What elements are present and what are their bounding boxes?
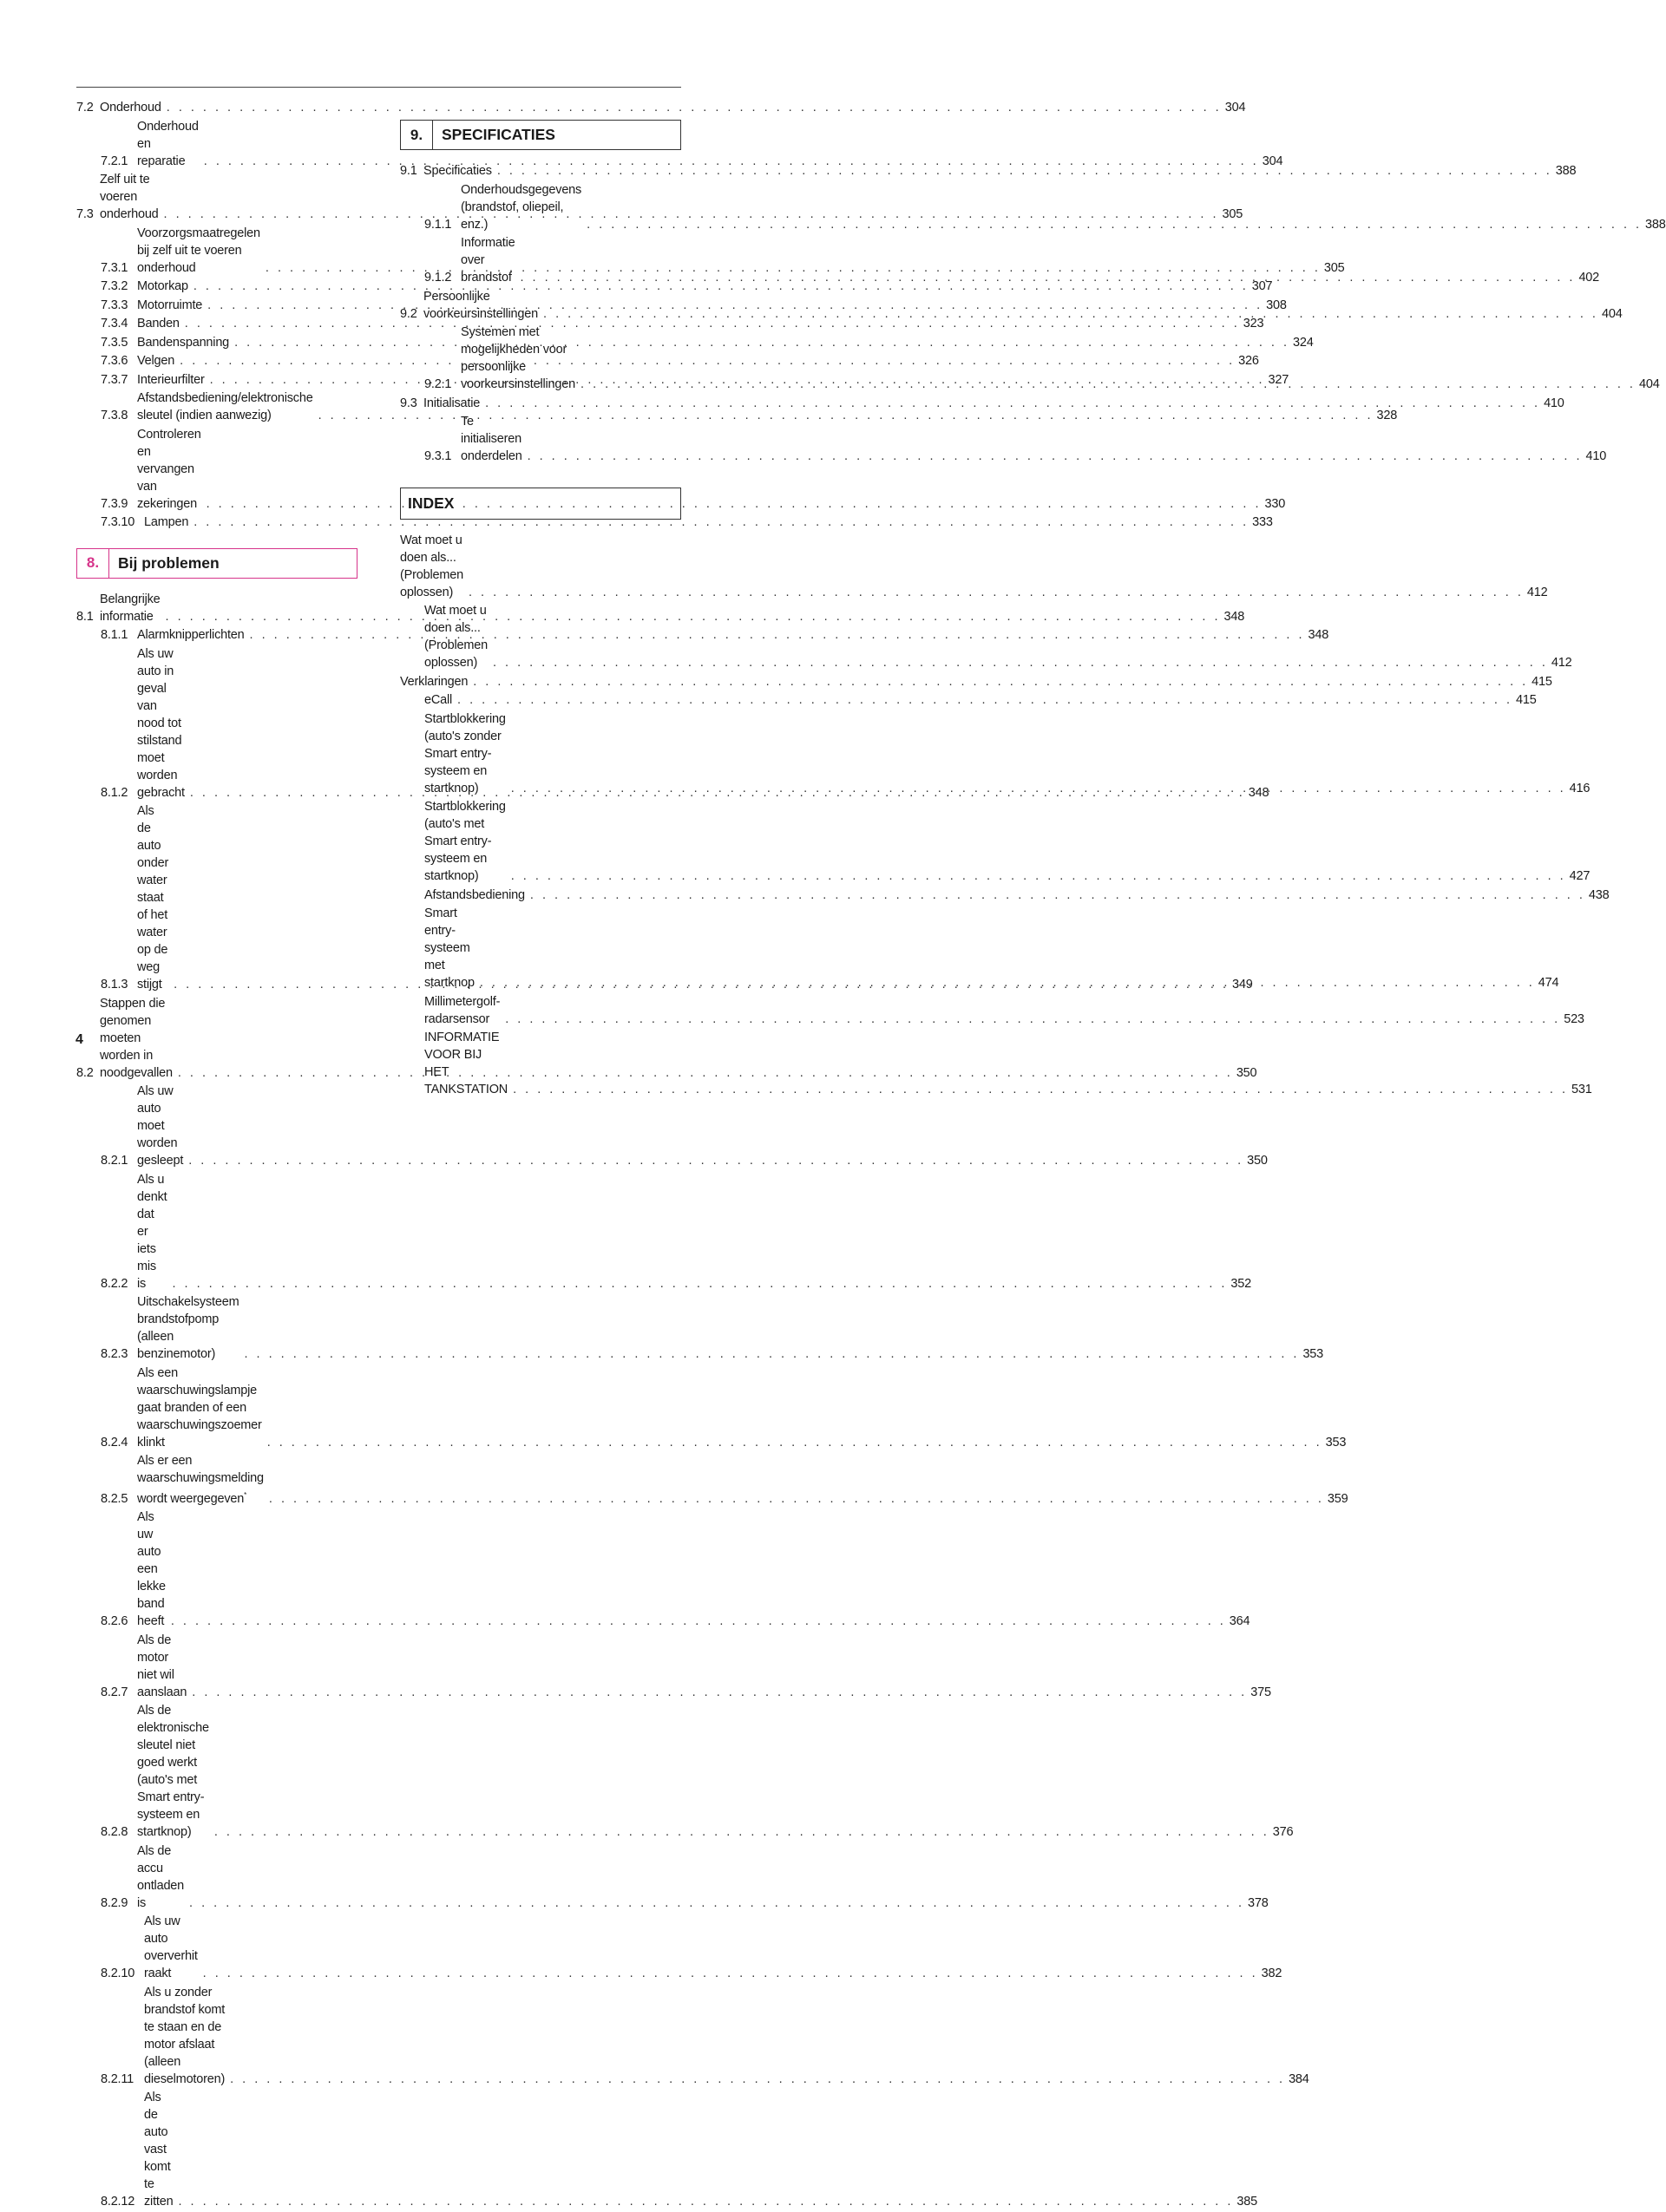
toc-entry[interactable] (76, 334, 1314, 351)
entry-page: 330 (1264, 496, 1286, 511)
toc-entry[interactable] (76, 2089, 1257, 2210)
entry-title: Als uw auto oververhit raakt (144, 1914, 198, 1981)
toc-entry[interactable] (76, 1632, 1271, 1701)
chapter-title: Bij problemen (118, 553, 220, 572)
dot-leader (166, 608, 1221, 625)
entry-number: 8.2.1 (101, 1154, 128, 1168)
dot-leader (513, 1081, 1568, 1098)
index-heading[interactable] (400, 488, 681, 520)
toc-entry[interactable] (76, 1365, 1347, 1451)
entry-number: 7.3.2 (101, 279, 128, 293)
top-rule (76, 87, 681, 88)
toc-entry[interactable] (76, 1293, 1324, 1363)
entry-page: 531 (1571, 1083, 1592, 1096)
entry-number: 7.3 (76, 207, 94, 221)
entry-page: 352 (1230, 1276, 1252, 1291)
entry-page: 308 (1266, 298, 1287, 312)
entry-number: 8.2 (76, 1065, 94, 1080)
entry-title: Als er een waarschuwingsmelding wordt weergegeven* (137, 1454, 264, 1506)
dot-leader (505, 1011, 1560, 1028)
entry-number: 8.2.12 (101, 2195, 135, 2209)
toc-entry[interactable] (76, 1842, 1269, 1912)
entry-page: 412 (1551, 656, 1572, 670)
entry-page: 323 (1243, 317, 1264, 330)
entry-number: 9.3.1 (424, 449, 452, 463)
entry-title: Controleren en vervangen van zekeringen (137, 427, 201, 511)
entry-title: Lampen (144, 515, 189, 529)
entry-page: 353 (1302, 1347, 1324, 1361)
dot-leader (171, 1613, 1226, 1630)
dot-leader (580, 376, 1636, 393)
dot-leader (469, 584, 1524, 601)
entry-number: 7.3.3 (101, 298, 128, 312)
entry-title: Afstandsbediening/elektronische sleutel (indien aanwezig) (137, 391, 313, 422)
dot-leader (178, 2193, 1233, 2210)
entry-title: Te initialiseren onderdelen (461, 415, 522, 463)
entry-number: 9.1.2 (424, 271, 452, 285)
entry-number: 8.2.11 (101, 2071, 134, 2086)
dot-leader (511, 780, 1566, 797)
entry-title: Bandenspanning (137, 335, 230, 350)
entry-page: 375 (1250, 1685, 1271, 1699)
entry-number: 8.2.7 (101, 1685, 128, 1699)
entry-title: Als de auto vast komt te zitten (144, 2091, 174, 2209)
entry-page: 359 (1327, 1491, 1348, 1506)
entry-title: Motorruimte (137, 298, 203, 312)
entry-page: 353 (1325, 1435, 1347, 1450)
entry-title: Onderhoud en reparatie (137, 119, 199, 168)
dot-leader (457, 691, 1512, 709)
chapter-9-heading[interactable] (400, 120, 681, 150)
entry-page: 376 (1272, 1825, 1294, 1840)
dot-leader (203, 1965, 1258, 1982)
dot-leader (230, 2071, 1285, 2088)
entry-page: 364 (1229, 1614, 1250, 1629)
toc-entry[interactable] (400, 395, 1564, 412)
entry-title: Als een waarschuwingslampje gaat branden of een waarschuwingszoemer klinkt (137, 1365, 262, 1450)
entry-page: 378 (1247, 1895, 1269, 1910)
entry-title: Startblokkering (auto's zonder Smart entry-systeem en startknop) (424, 711, 506, 795)
entry-title: Millimetergolf-radarsensor (424, 994, 501, 1026)
dot-leader (214, 1823, 1269, 1841)
entry-page: 304 (1224, 101, 1246, 115)
dot-leader (493, 654, 1548, 671)
dot-leader (188, 1152, 1243, 1169)
toc-entry[interactable] (76, 591, 1245, 625)
dot-leader (485, 395, 1540, 412)
entry-number: 8.2.2 (101, 1276, 128, 1291)
entry-page: 348 (1223, 609, 1245, 624)
entry-number: 8.2.9 (101, 1895, 128, 1910)
toc-entry[interactable] (76, 1452, 1348, 1508)
entry-title: Persoonlijke voorkeursinstellingen (423, 289, 539, 321)
entry-title: INFORMATIE VOOR BIJ HET TANKSTATION (424, 1031, 508, 1096)
entry-number: 7.3.6 (101, 354, 128, 368)
entry-number: 8.2.10 (101, 1967, 135, 1981)
entry-title: Initialisatie (423, 396, 481, 410)
dot-leader (189, 1895, 1244, 1912)
entry-number: 9.2.1 (424, 377, 452, 391)
entry-number: 8.1.1 (101, 628, 128, 642)
entry-page: 385 (1236, 2195, 1257, 2209)
entry-title: Wat moet u doen als... (Problemen oplossen) (424, 604, 488, 670)
entry-page: 402 (1578, 271, 1600, 285)
toc-entry[interactable] (76, 1508, 1250, 1630)
entry-title: Voorzorgsmaatregelen bij zelf uit te voeren onderhoud (137, 226, 260, 275)
entry-number: 8.2.3 (101, 1347, 128, 1361)
dot-leader (267, 1434, 1322, 1451)
toc-entry[interactable] (76, 1171, 1252, 1293)
entry-page: 404 (1638, 377, 1660, 391)
entry-page: 307 (1251, 279, 1273, 293)
entry-title: Smart entry-systeem met startknop (424, 906, 475, 990)
entry-title: Zelf uit te voeren onderhoud (100, 173, 159, 221)
entry-page: 416 (1569, 781, 1591, 795)
entry-title: Afstandsbediening (424, 887, 525, 902)
entry-page: 327 (1268, 372, 1289, 387)
dot-leader (207, 495, 1262, 513)
dot-leader (543, 305, 1598, 323)
dot-leader (234, 334, 1289, 351)
entry-page: 382 (1261, 1967, 1282, 1981)
dot-leader (244, 1345, 1299, 1363)
toc-entry[interactable] (400, 673, 1552, 690)
entry-page: 523 (1564, 1011, 1584, 1026)
dot-leader (180, 352, 1235, 370)
dot-leader (511, 867, 1566, 885)
index-title: INDEX (408, 494, 455, 512)
toc-entry[interactable] (76, 1984, 1309, 2088)
toc-entry[interactable] (400, 162, 1577, 180)
dot-leader (528, 448, 1583, 465)
entry-title: Stappen die genomen moeten worden in noodgevallen (100, 996, 173, 1080)
dot-leader (473, 673, 1528, 690)
entry-number: 8.1 (76, 609, 94, 624)
entry-page: 328 (1376, 409, 1398, 422)
page-number: 4 (75, 1032, 83, 1047)
entry-title: Als u denkt dat er iets mis is (137, 1172, 167, 1291)
toc-entry[interactable] (76, 1913, 1282, 1982)
entry-title: eCall (424, 693, 453, 707)
entry-title: Wat moet u doen als... (Problemen oplossen) (400, 533, 463, 599)
entry-title: Als de motor niet wil aanslaan (137, 1633, 187, 1699)
entry-title: Alarmknipperlichten (137, 628, 245, 642)
entry-number: 7.3.4 (101, 317, 128, 330)
entry-title: Als de auto onder water staat of het water op de weg stijgt (137, 804, 169, 991)
entry-title: Uitschakelsysteem brandstofpomp (alleen benzinemotor) (137, 1295, 239, 1361)
entry-title: Belangrijke informatie (100, 592, 161, 624)
entry-number: 7.3.9 (101, 496, 128, 511)
entry-page: 404 (1601, 306, 1623, 321)
entry-title: Motorkap (137, 279, 188, 293)
dot-leader (172, 1275, 1227, 1293)
entry-page: 415 (1532, 674, 1552, 689)
toc-entry[interactable] (400, 691, 1537, 709)
toc-entry[interactable] (400, 993, 1584, 1028)
chapter-number: 9. (401, 121, 433, 149)
entry-number: 8.1.2 (101, 785, 128, 800)
entry-title: Banden (137, 317, 180, 330)
entry-title: Systemen met mogelijkheden voor persoonlijke voorkeursinstellingen (461, 325, 576, 391)
entry-number: 8.2.8 (101, 1825, 128, 1840)
entry-number: 7.3.8 (101, 409, 128, 422)
entry-title: Onderhoud (100, 101, 161, 115)
toc-entry[interactable] (400, 798, 1591, 885)
dot-leader (178, 1064, 1233, 1082)
dot-leader (497, 162, 1552, 180)
toc-entry[interactable] (76, 315, 1264, 332)
toc-entry[interactable] (76, 352, 1259, 370)
entry-page: 326 (1238, 354, 1259, 368)
entry-number: 9.1 (400, 164, 417, 178)
entry-number: 9.3 (400, 396, 417, 410)
entry-title: Interieurfilter (137, 372, 205, 387)
dot-leader (192, 1684, 1247, 1701)
entry-title: Specificaties (423, 164, 492, 178)
entry-page: 412 (1526, 585, 1548, 599)
entry-number: 8.2.4 (101, 1435, 128, 1450)
dot-leader (520, 269, 1575, 286)
entry-title: Als uw auto moet worden gesleept (137, 1084, 184, 1168)
entry-title: Startblokkering (auto's met Smart entry-systeem en startknop) (424, 800, 506, 883)
entry-page: 348 (1308, 628, 1329, 642)
chapter-title: SPECIFICATIES (442, 126, 555, 143)
entry-page: 474 (1538, 976, 1559, 990)
entry-page: 305 (1323, 260, 1345, 275)
entry-number: 9.2 (400, 306, 417, 321)
dot-leader (193, 514, 1249, 531)
dot-leader (587, 216, 1642, 233)
chapter-8-heading[interactable] (76, 548, 357, 579)
entry-title: Als de accu ontladen is (137, 1843, 185, 1910)
entry-page: 438 (1588, 887, 1610, 902)
entry-page: 348 (1248, 785, 1269, 800)
dot-leader (269, 1490, 1324, 1508)
entry-number: 7.2 (76, 101, 94, 115)
entry-number: 7.3.1 (101, 260, 128, 275)
entry-title: Als de elektronische sleutel niet goed werkt (auto's met Smart entry-systeem en startknop) (137, 1704, 209, 1840)
entry-title: Verklaringen (400, 674, 469, 689)
entry-page: 384 (1289, 2071, 1309, 2086)
entry-page: 427 (1569, 869, 1591, 883)
toc-entry[interactable] (76, 1702, 1294, 1841)
entry-number: 8.2.6 (101, 1614, 128, 1629)
toc-entry[interactable] (400, 887, 1610, 904)
entry-title: Als uw auto in geval van nood tot stilstand moet worden gebracht (137, 646, 185, 800)
entry-page: 304 (1262, 154, 1283, 168)
entry-title: Als u zonder brandstof komt te staan en de motor afslaat (alleen dieselmotoren) (144, 1985, 226, 2086)
entry-page: 350 (1247, 1154, 1268, 1168)
entry-number: 9.1.1 (424, 217, 452, 232)
entry-page: 349 (1232, 978, 1253, 991)
entry-number: 8.1.3 (101, 978, 128, 991)
entry-number: 7.3.5 (101, 335, 128, 350)
toc-entry[interactable] (76, 99, 1246, 116)
entry-number: 8.2.5 (101, 1491, 128, 1506)
toc-entry[interactable] (76, 1083, 1268, 1169)
entry-page: 324 (1293, 335, 1314, 350)
toc-entry[interactable] (76, 514, 1273, 531)
entry-title: Informatie over brandstof (461, 236, 515, 285)
toc-entry[interactable] (400, 532, 1548, 601)
entry-page: 305 (1222, 207, 1243, 221)
entry-page: 415 (1516, 693, 1537, 707)
entry-title: Als uw auto een lekke band heeft (137, 1510, 166, 1629)
entry-title: Onderhoudsgegevens (brandstof, oliepeil, enz.) (461, 182, 582, 232)
entry-page: 350 (1236, 1065, 1257, 1080)
toc-entry[interactable] (76, 626, 1329, 644)
entry-number: 7.3.10 (101, 515, 135, 529)
entry-number: 7.2.1 (101, 154, 128, 168)
dot-leader (167, 99, 1222, 116)
entry-page: 388 (1645, 217, 1666, 232)
entry-page: 410 (1585, 449, 1607, 463)
entry-page: 388 (1555, 164, 1577, 178)
entry-page: 333 (1252, 515, 1273, 529)
dot-leader (530, 887, 1585, 904)
chapter-number: 8. (77, 549, 109, 578)
dot-leader (480, 974, 1535, 991)
entry-number: 7.3.7 (101, 372, 128, 387)
entry-title: Velgen (137, 354, 175, 368)
entry-page: 410 (1544, 396, 1564, 410)
